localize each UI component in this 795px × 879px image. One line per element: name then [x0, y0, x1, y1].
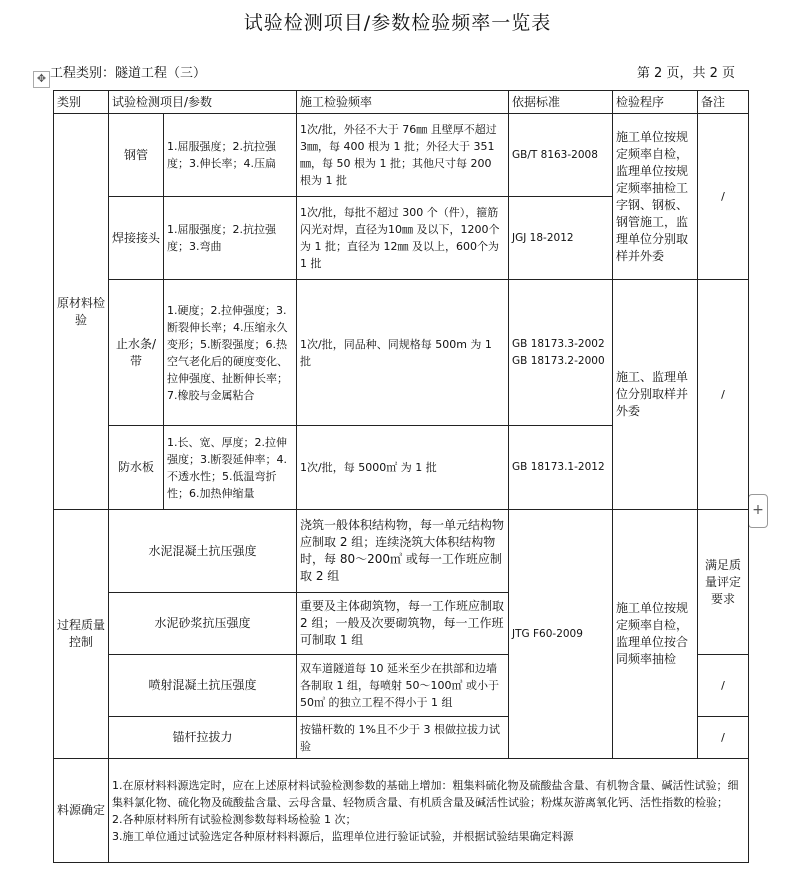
inspection-table [53, 90, 749, 863]
source-item-2: 2.各种原材料所有试验检测参数每料场检验 1 次； [112, 812, 357, 826]
header-standard: 依据标准 [509, 91, 613, 114]
item-note: 满足质量评定要求 [698, 510, 749, 655]
item-note: / [698, 655, 749, 717]
item-standard: JTG F60-2009 [509, 510, 613, 759]
item-params: 1.长、宽、厚度；2.拉伸强度；3.断裂延伸率；4.不透水性；5.低温弯折性；6.加热伸缩量 [164, 426, 297, 510]
category-raw-material: 原材料检验 [54, 114, 109, 510]
item-name: 水泥混凝土抗压强度 [109, 510, 297, 593]
table-row [54, 280, 749, 426]
item-frequency: 1次/批，每 5000㎡ 为 1 批 [297, 426, 509, 510]
source-item-3: 3.施工单位通过试验选定各种原材料料源后，监理单位进行验证试验，并根据试验结果确定料源 [112, 829, 574, 843]
item-frequency: 1次/批，外径不大于 76㎜ 且壁厚不超过 3㎜，每 400 根为 1 批；外径大于 351㎜，每 50 根为 1 批；其他尺寸每 200 根为 1 批 [297, 114, 509, 197]
header-frequency: 施工检验频率 [297, 91, 509, 114]
category-process-control: 过程质量控制 [54, 510, 109, 759]
item-procedure: 施工、监理单位分别取样并外委 [613, 280, 698, 510]
header-item: 试验检测项目/参数 [109, 91, 297, 114]
header-procedure: 检验程序 [613, 91, 698, 114]
item-note: / [698, 114, 749, 280]
item-frequency: 1次/批，每批不超过 300 个（件），箍筋闪光对焊，直径为10㎜ 及以下，1200个为 1 批；直径为 12㎜ 及以上，600个为 1 批 [297, 197, 509, 280]
header-category: 类别 [54, 91, 109, 114]
table-row [54, 114, 749, 197]
item-params: 1.屈服强度；2.抗拉强度；3.伸长率；4.压扁 [164, 114, 297, 197]
source-requirements [109, 759, 749, 863]
project-type: 工程类别：隧道工程（三） [50, 66, 207, 81]
item-standard: JGJ 18-2012 [509, 197, 613, 280]
item-name: 焊接接头 [109, 197, 164, 280]
item-name: 钢管 [109, 114, 164, 197]
item-name: 水泥砂浆抗压强度 [109, 593, 297, 655]
item-params: 1.硬度；2.拉伸强度；3.断裂伸长率；4.压缩永久变形；5.断裂强度；6.热空气老化后的硬度变化、拉伸强度、扯断伸长率；7.橡胶与金属粘合 [164, 280, 297, 426]
item-note: / [698, 717, 749, 759]
item-name: 防水板 [109, 426, 164, 510]
source-item-1: 1.在原材料料源选定时，应在上述原材料试验检测参数的基础上增加：粗集料硫化物及硫酸盐含量、有机物含量、碱活性试验；细集料氯化物、硫化物及硫酸盐含量、云母含量、轻物质含量、有机质含量及碱活性试验；粉煤灰游离氧化钙、活性指数的检验； [112, 778, 739, 809]
header-note: 备注 [698, 91, 749, 114]
item-frequency: 按锚杆数的 1%且不少于 3 根做拉拔力试验 [297, 717, 509, 759]
item-frequency: 1次/批，同品种、同规格每 500m 为 1 批 [297, 280, 509, 426]
item-standard-1: GB 18173.3-2002 [512, 337, 605, 350]
page-info: 第 2 页，共 2 页 [636, 66, 735, 81]
page-title: 试验检测项目/参数检验频率一览表 [243, 12, 552, 34]
item-frequency: 浇筑一般体积结构物，每一单元结构物应制取 2 组；连续浇筑大体积结构物时，每 80～200㎥ 或每一工作班应制取 2 组 [297, 510, 509, 593]
item-name: 锚杆拉拔力 [109, 717, 297, 759]
item-standard: GB 18173.1-2012 [509, 426, 613, 510]
table-row [54, 510, 749, 593]
item-name: 喷射混凝土抗压强度 [109, 655, 297, 717]
item-standard [509, 280, 613, 426]
item-procedure: 施工单位按规定频率自检，监理单位按规定频率抽检工字钢、钢板、钢管施工，监理单位分别取样并外委 [613, 114, 698, 280]
move-cross-icon[interactable]: ✥ [33, 71, 50, 88]
item-note: / [698, 280, 749, 510]
item-frequency: 重要及主体砌筑物，每一工作班应制取 2 组；一般及次要砌筑物，每一工作班可制取 1 组 [297, 593, 509, 655]
item-standard: GB/T 8163-2008 [509, 114, 613, 197]
item-standard-2: GB 18173.2-2000 [512, 354, 605, 367]
item-frequency: 双车道隧道每 10 延米至少在拱部和边墙各制取 1 组，每喷射 50～100㎥ 或小于 50㎥ 的独立工程不得小于 1 组 [297, 655, 509, 717]
header-row [54, 91, 749, 114]
item-params: 1.屈服强度；2.抗拉强度；3.弯曲 [164, 197, 297, 280]
item-procedure: 施工单位按规定频率自检，监理单位按合同频率抽检 [613, 510, 698, 759]
item-name: 止水条/带 [109, 280, 164, 426]
table-row [54, 759, 749, 863]
category-source: 料源确定 [54, 759, 109, 863]
plus-icon[interactable]: + [748, 494, 768, 528]
